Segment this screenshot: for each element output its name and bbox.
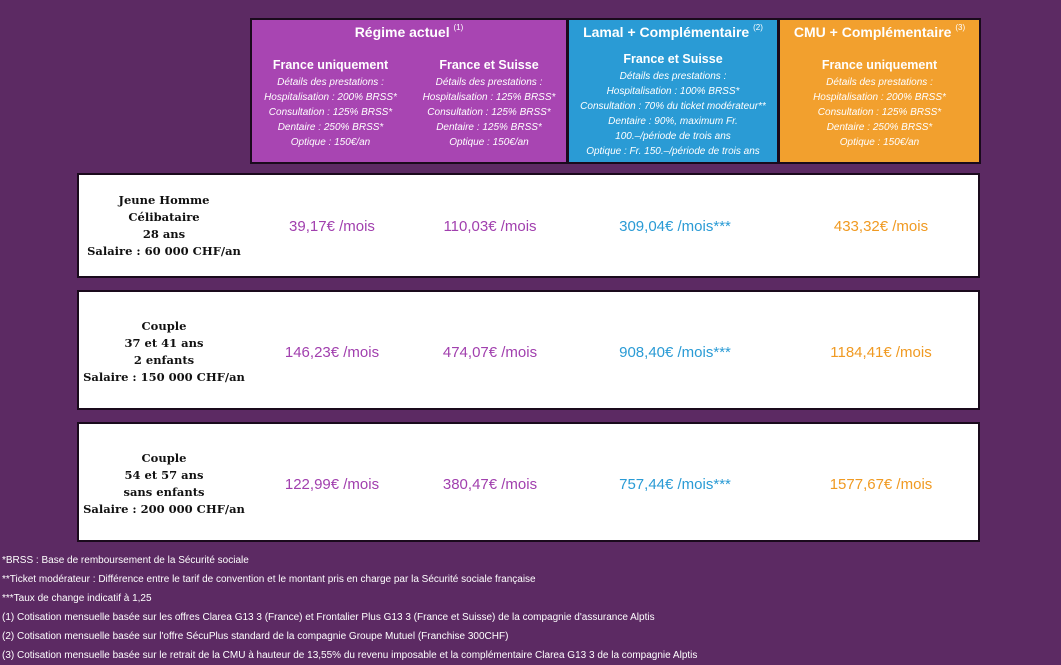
footnote: *BRSS : Base de remboursement de la Sécurité sociale	[2, 555, 249, 566]
profile-line: Salaire : 60 000 CHF/an	[87, 244, 241, 258]
profile-line: Salaire : 150 000 CHF/an	[83, 370, 245, 384]
profile-line: sans enfants	[123, 485, 205, 499]
table-row	[77, 290, 980, 410]
header-cmu-title: CMU + Complémentaire	[793, 24, 952, 40]
plan-france-et-suisse-regime	[409, 58, 569, 150]
price-regime-france: 122,99€ /mois	[284, 476, 380, 493]
plan-detail: Optique : 150€/an	[449, 137, 529, 148]
header-regime-note: (1)	[453, 23, 464, 32]
profile-line: Couple	[141, 319, 187, 333]
profile-line: Couple	[141, 451, 187, 465]
price-lamal: 908,40€ /mois***	[619, 344, 731, 361]
plan-detail: Dentaire : 125% BRSS*	[436, 122, 542, 133]
plan-detail: Détails des prestations :	[435, 77, 543, 88]
footnote: **Ticket modérateur : Différence entre le tarif de convention et le montant pris en charge par la Sécurité sociale française	[2, 574, 536, 585]
plan-detail: Optique : 150€/an	[839, 137, 920, 148]
plan-detail: Détails des prestations :	[826, 77, 933, 88]
footnote: (2) Cotisation mensuelle basée sur l'offre SécuPlus standard de la compagnie Groupe Mutuel (Franchise 300CHF)	[2, 631, 509, 642]
plan-detail: Hospitalisation : 100% BRSS*	[606, 86, 740, 97]
header-lamal-note: (2)	[753, 23, 763, 32]
plan-name: France uniquement	[272, 58, 389, 72]
plan-detail: Consultation : 125% BRSS*	[268, 107, 393, 118]
plan-name: France et Suisse	[623, 52, 723, 66]
price-cmu: 433,32€ /mois	[833, 218, 929, 235]
header-regime-title: Régime actuel	[354, 24, 450, 40]
price-lamal: 309,04€ /mois***	[619, 218, 731, 235]
plan-france-et-suisse-lamal	[569, 52, 777, 159]
profile-line: 37 et 41 ans	[124, 336, 204, 350]
plan-name: France uniquement	[821, 58, 938, 72]
plan-detail: Optique : Fr. 150.–/période de trois ans	[586, 146, 760, 157]
plan-name: France et Suisse	[439, 58, 539, 72]
table-row	[77, 173, 980, 278]
profile-line: Célibataire	[128, 210, 200, 224]
price-regime-france: 146,23€ /mois	[284, 344, 380, 361]
profile-line: Jeune Homme	[118, 193, 210, 207]
plan-detail: Consultation : 125% BRSS*	[817, 107, 942, 118]
profile-line: 28 ans	[142, 227, 186, 241]
header-lamal-title: Lamal + Complémentaire	[583, 24, 750, 40]
price-regime-france: 39,17€ /mois	[289, 218, 375, 235]
price-regime-france-suisse: 110,03€ /mois	[443, 218, 537, 235]
price-regime-france-suisse: 380,47€ /mois	[442, 476, 538, 493]
profile-description	[79, 318, 249, 386]
profile-description	[79, 450, 249, 518]
price-regime-france-suisse: 474,07€ /mois	[442, 344, 538, 361]
price-cmu: 1577,67€ /mois	[829, 476, 933, 493]
footnotes	[2, 551, 697, 665]
footnote: (1) Cotisation mensuelle basée sur les offres Clarea G13 3 (France) et Frontalier Plus G13 3 (France et Suisse) de la compagnie d'assurance Alptis	[2, 612, 655, 623]
plan-detail: 100.–/période de trois ans	[615, 131, 731, 142]
plan-detail: Consultation : 70% du ticket modérateur**	[580, 101, 766, 112]
plan-detail: Dentaire : 90%, maximum Fr.	[608, 116, 738, 127]
plan-detail: Dentaire : 250% BRSS*	[826, 122, 933, 133]
plan-france-uniquement-regime	[252, 58, 409, 150]
header-cmu-note: (3)	[955, 23, 966, 32]
profile-line: 2 enfants	[133, 353, 195, 367]
plan-detail: Détails des prestations :	[277, 77, 384, 88]
footnote: (3) Cotisation mensuelle basée sur le retrait de la CMU à hauteur de 13,55% du revenu imposable et la complémentaire Clarea G13 3 de la compagnie Alptis	[2, 650, 698, 661]
plan-detail: Optique : 150€/an	[290, 137, 371, 148]
profile-line: Salaire : 200 000 CHF/an	[83, 502, 245, 516]
header-regime-actuel	[250, 18, 568, 164]
profile-description	[79, 192, 249, 260]
table-row	[77, 422, 980, 542]
price-cmu: 1184,41€ /mois	[830, 344, 932, 361]
plan-detail: Détails des prestations :	[619, 71, 727, 82]
plan-detail: Consultation : 125% BRSS*	[427, 107, 551, 118]
plan-detail: Dentaire : 250% BRSS*	[277, 122, 384, 133]
header-lamal	[567, 18, 779, 164]
plan-detail: Hospitalisation : 200% BRSS*	[264, 92, 397, 103]
plan-france-uniquement-cmu	[780, 58, 979, 150]
plan-detail: Hospitalisation : 125% BRSS*	[422, 92, 556, 103]
plan-detail: Hospitalisation : 200% BRSS*	[813, 92, 946, 103]
profile-line: 54 et 57 ans	[124, 468, 204, 482]
header-cmu	[778, 18, 981, 164]
footnote: ***Taux de change indicatif à 1,25	[2, 593, 152, 604]
price-lamal: 757,44€ /mois***	[619, 476, 731, 493]
